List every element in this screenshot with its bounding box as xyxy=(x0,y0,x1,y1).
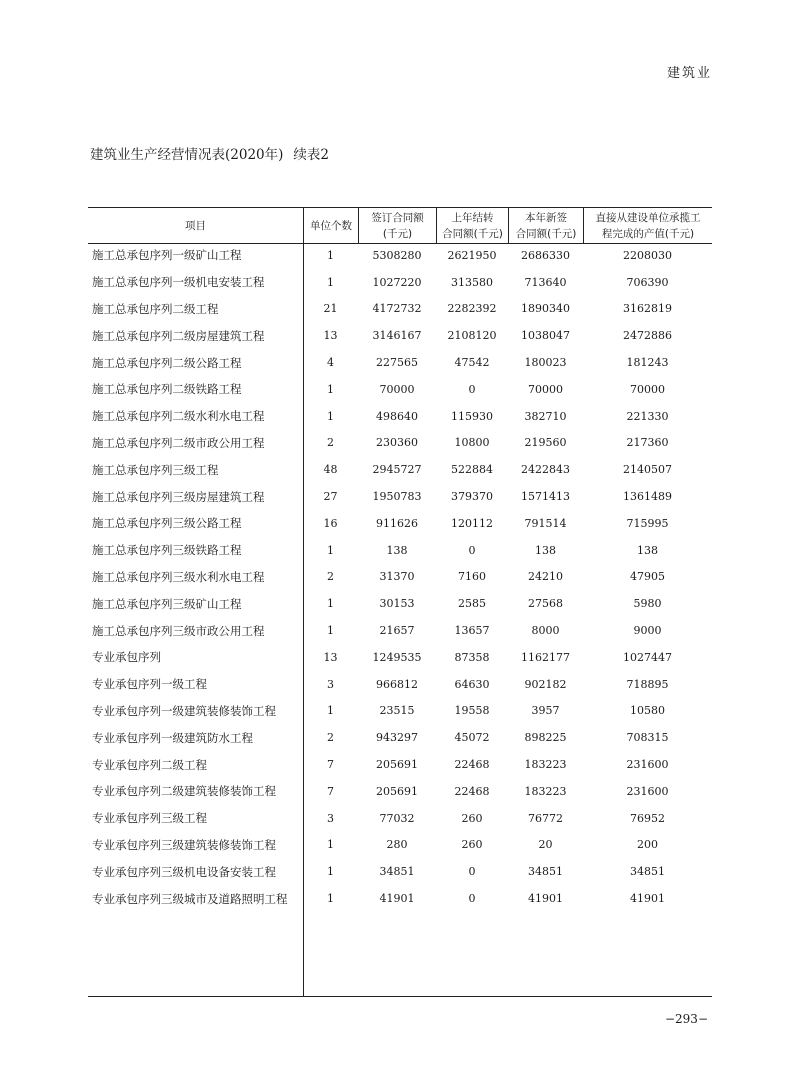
cell-contract: 31370 xyxy=(379,570,415,584)
cell-units: 2 xyxy=(327,436,334,450)
table-row xyxy=(88,322,712,349)
cell-output: 76952 xyxy=(630,811,665,825)
cell-units: 2 xyxy=(327,570,334,584)
cell-contract: 966812 xyxy=(376,677,418,691)
table-row xyxy=(88,724,712,751)
cell-units: 1 xyxy=(327,865,334,879)
cell-item: 施工总承包序列三级铁路工程 xyxy=(92,543,242,558)
cell-units: 16 xyxy=(323,516,338,530)
cell-contract: 2945727 xyxy=(372,463,422,477)
cell-units: 13 xyxy=(323,329,338,343)
table-row xyxy=(88,885,712,912)
cell-carried: 87358 xyxy=(454,650,490,664)
cell-carried: 7160 xyxy=(458,570,486,584)
table-row xyxy=(88,671,712,698)
cell-contract: 1027220 xyxy=(372,275,422,289)
cell-output: 231600 xyxy=(626,784,669,798)
cell-item: 专业承包序列三级建筑装修装饰工程 xyxy=(92,837,276,852)
cell-contract: 70000 xyxy=(379,382,415,396)
cell-output: 718895 xyxy=(626,677,669,691)
cell-units: 1 xyxy=(327,248,334,262)
table-row xyxy=(88,617,712,644)
cell-output: 181243 xyxy=(626,356,669,370)
cell-item: 专业承包序列三级机电设备安装工程 xyxy=(92,864,276,879)
column-header-carried xyxy=(436,208,508,243)
cell-contract: 30153 xyxy=(379,597,415,611)
column-header-contract xyxy=(358,208,436,243)
cell-new-signed: 24210 xyxy=(528,570,563,584)
table-row xyxy=(88,510,712,537)
table-row xyxy=(88,483,712,510)
cell-new-signed: 791514 xyxy=(524,516,567,530)
cell-output: 47905 xyxy=(630,570,665,584)
cell-output: 2472886 xyxy=(623,329,672,343)
column-header-line: 直接从建设单位承揽工 xyxy=(595,211,701,224)
cell-new-signed: 1038047 xyxy=(521,329,570,343)
cell-item: 专业承包序列一级建筑防水工程 xyxy=(92,730,253,745)
cell-item: 施工总承包序列二级房屋建筑工程 xyxy=(92,328,265,343)
section-label: 建筑业 xyxy=(666,66,712,81)
cell-item: 施工总承包序列三级公路工程 xyxy=(92,516,242,531)
column-header-line: 签订合同额 xyxy=(371,211,424,224)
cell-units: 48 xyxy=(323,463,338,477)
column-header-line: (千元) xyxy=(382,227,413,240)
cell-units: 1 xyxy=(327,624,334,638)
cell-carried: 260 xyxy=(461,838,483,852)
table-row xyxy=(88,778,712,805)
cell-new-signed: 27568 xyxy=(528,597,563,611)
cell-output: 1027447 xyxy=(623,650,672,664)
cell-carried: 2108120 xyxy=(447,329,497,343)
cell-item: 施工总承包序列三级市政公用工程 xyxy=(92,623,265,638)
cell-item: 施工总承包序列三级水利水电工程 xyxy=(92,569,265,584)
table-row xyxy=(88,296,712,323)
cell-output: 221330 xyxy=(626,409,669,423)
table-row xyxy=(88,537,712,564)
cell-item: 专业承包序列三级城市及道路照明工程 xyxy=(92,891,288,906)
cell-carried: 22468 xyxy=(454,784,490,798)
cell-units: 7 xyxy=(327,784,334,798)
cell-item: 施工总承包序列二级公路工程 xyxy=(92,355,242,370)
column-header-line: 合同额(千元) xyxy=(515,227,577,240)
cell-item: 施工总承包序列三级工程 xyxy=(92,462,219,477)
cell-carried: 2282392 xyxy=(447,302,497,316)
cell-carried: 0 xyxy=(468,865,476,879)
cell-output: 1361489 xyxy=(623,490,672,504)
cell-new-signed: 20 xyxy=(538,838,553,852)
cell-new-signed: 138 xyxy=(535,543,556,557)
cell-units: 2 xyxy=(327,731,334,745)
cell-item: 专业承包序列二级建筑装修装饰工程 xyxy=(92,784,276,799)
cell-new-signed: 41901 xyxy=(528,892,563,906)
cell-item: 施工总承包序列二级铁路工程 xyxy=(92,382,242,397)
table-header xyxy=(88,208,712,244)
cell-contract: 280 xyxy=(386,838,408,852)
cell-units: 3 xyxy=(327,811,334,825)
cell-new-signed: 180023 xyxy=(524,356,567,370)
cell-carried: 45072 xyxy=(454,731,490,745)
cell-contract: 911626 xyxy=(376,516,418,530)
table-row xyxy=(88,805,712,832)
cell-new-signed: 1571413 xyxy=(521,490,570,504)
cell-new-signed: 183223 xyxy=(524,784,567,798)
cell-output: 706390 xyxy=(626,275,669,289)
cell-output: 217360 xyxy=(626,436,669,450)
cell-contract: 4172732 xyxy=(372,302,422,316)
column-header-line: 本年新签 xyxy=(525,211,567,224)
cell-item: 专业承包序列三级工程 xyxy=(92,811,207,826)
cell-output: 70000 xyxy=(630,382,665,396)
cell-output: 708315 xyxy=(626,731,669,745)
cell-new-signed: 382710 xyxy=(524,409,567,423)
cell-output: 34851 xyxy=(630,865,665,879)
column-header-units xyxy=(303,208,358,243)
table-title xyxy=(90,143,329,163)
cell-carried: 313580 xyxy=(451,275,493,289)
cell-new-signed: 219560 xyxy=(524,436,567,450)
cell-carried: 13657 xyxy=(454,624,490,638)
cell-carried: 2585 xyxy=(458,597,486,611)
cell-contract: 230360 xyxy=(376,436,418,450)
cell-output: 200 xyxy=(637,838,658,852)
cell-contract: 1950783 xyxy=(372,490,422,504)
cell-carried: 19558 xyxy=(454,704,490,718)
column-header-line: 程完成的产值(千元) xyxy=(601,227,695,240)
cell-new-signed: 8000 xyxy=(531,624,560,638)
column-header-output xyxy=(583,208,712,243)
cell-output: 2208030 xyxy=(623,248,672,262)
cell-new-signed: 3957 xyxy=(531,704,560,718)
cell-output: 41901 xyxy=(630,892,665,906)
table-row xyxy=(88,590,712,617)
table-row xyxy=(88,242,712,269)
cell-carried: 379370 xyxy=(451,490,493,504)
cell-output: 231600 xyxy=(626,758,669,772)
cell-units: 1 xyxy=(327,275,334,289)
cell-units: 1 xyxy=(327,543,334,557)
cell-item: 施工总承包序列一级矿山工程 xyxy=(92,248,242,263)
cell-new-signed: 2686330 xyxy=(521,248,570,262)
cell-item: 施工总承包序列一级机电安装工程 xyxy=(92,275,265,290)
cell-new-signed: 902182 xyxy=(524,677,567,691)
cell-carried: 0 xyxy=(468,543,476,557)
cell-output: 138 xyxy=(637,543,658,557)
cell-output: 3162819 xyxy=(623,302,672,316)
column-header-line: 合同额(千元) xyxy=(442,227,503,240)
table-row xyxy=(88,832,712,859)
column-header-new-signed xyxy=(508,208,583,243)
table-title-main: 建筑业生产经营情况表(2020年) xyxy=(90,147,284,163)
cell-item: 专业承包序列一级工程 xyxy=(92,677,207,692)
table-row xyxy=(88,858,712,885)
table-row xyxy=(88,349,712,376)
cell-units: 4 xyxy=(327,356,334,370)
table-row xyxy=(88,644,712,671)
cell-carried: 115930 xyxy=(451,409,493,423)
cell-units: 1 xyxy=(327,597,334,611)
table-row xyxy=(88,751,712,778)
cell-carried: 120112 xyxy=(451,516,493,530)
cell-contract: 41901 xyxy=(379,892,415,906)
table-row xyxy=(88,564,712,591)
cell-carried: 47542 xyxy=(454,356,490,370)
cell-units: 3 xyxy=(327,677,334,691)
table-row xyxy=(88,456,712,483)
cell-contract: 34851 xyxy=(379,865,415,879)
cell-new-signed: 1162177 xyxy=(521,650,570,664)
cell-carried: 260 xyxy=(461,811,483,825)
cell-new-signed: 76772 xyxy=(528,811,563,825)
cell-carried: 22468 xyxy=(454,758,490,772)
table-row xyxy=(88,376,712,403)
cell-carried: 0 xyxy=(468,892,476,906)
cell-units: 1 xyxy=(327,892,334,906)
column-header-line: 上年结转 xyxy=(451,211,494,224)
column-header-item xyxy=(88,208,303,243)
cell-output: 2140507 xyxy=(623,463,672,477)
cell-units: 7 xyxy=(327,758,334,772)
cell-output: 9000 xyxy=(633,624,662,638)
table-row xyxy=(88,430,712,457)
cell-carried: 2621950 xyxy=(447,248,497,262)
cell-units: 1 xyxy=(327,838,334,852)
table-title-continued: 续表2 xyxy=(293,147,329,163)
data-table xyxy=(88,207,712,997)
cell-new-signed: 34851 xyxy=(528,865,563,879)
cell-new-signed: 183223 xyxy=(524,758,567,772)
cell-item: 施工总承包序列二级水利水电工程 xyxy=(92,409,265,424)
cell-contract: 205691 xyxy=(376,784,418,798)
cell-contract: 23515 xyxy=(379,704,415,718)
cell-item: 施工总承包序列二级工程 xyxy=(92,301,219,316)
cell-units: 13 xyxy=(323,650,338,664)
cell-contract: 5308280 xyxy=(372,248,422,262)
table-row xyxy=(88,698,712,725)
cell-contract: 138 xyxy=(386,543,408,557)
cell-units: 21 xyxy=(323,302,338,316)
cell-units: 1 xyxy=(327,409,334,423)
cell-carried: 522884 xyxy=(451,463,493,477)
cell-new-signed: 713640 xyxy=(524,275,567,289)
cell-new-signed: 2422843 xyxy=(521,463,570,477)
cell-units: 1 xyxy=(327,704,334,718)
cell-contract: 77032 xyxy=(379,811,415,825)
cell-contract: 498640 xyxy=(376,409,418,423)
cell-item: 施工总承包序列二级市政公用工程 xyxy=(92,435,265,450)
cell-carried: 10800 xyxy=(454,436,490,450)
cell-item: 专业承包序列一级建筑装修装饰工程 xyxy=(92,703,276,718)
cell-output: 715995 xyxy=(626,516,669,530)
cell-units: 27 xyxy=(323,490,338,504)
cell-contract: 227565 xyxy=(376,356,418,370)
table-body xyxy=(88,242,712,912)
column-header-line: 单位个数 xyxy=(310,219,352,232)
cell-output: 10580 xyxy=(630,704,665,718)
cell-output: 5980 xyxy=(633,597,662,611)
cell-contract: 21657 xyxy=(379,624,415,638)
table-row xyxy=(88,403,712,430)
cell-contract: 3146167 xyxy=(372,329,422,343)
cell-new-signed: 70000 xyxy=(528,382,563,396)
cell-item: 专业承包序列二级工程 xyxy=(92,757,207,772)
cell-new-signed: 1890340 xyxy=(521,302,570,316)
cell-item: 施工总承包序列三级房屋建筑工程 xyxy=(92,489,265,504)
page-number: −293− xyxy=(664,1012,708,1026)
cell-contract: 943297 xyxy=(376,731,418,745)
column-header-line: 项目 xyxy=(185,219,206,232)
cell-contract: 1249535 xyxy=(372,650,422,664)
cell-item: 施工总承包序列三级矿山工程 xyxy=(92,596,242,611)
cell-units: 1 xyxy=(327,382,334,396)
table-row xyxy=(88,269,712,296)
cell-carried: 64630 xyxy=(454,677,490,691)
cell-new-signed: 898225 xyxy=(524,731,567,745)
cell-contract: 205691 xyxy=(376,758,418,772)
cell-carried: 0 xyxy=(468,382,476,396)
cell-item: 专业承包序列 xyxy=(92,650,161,665)
